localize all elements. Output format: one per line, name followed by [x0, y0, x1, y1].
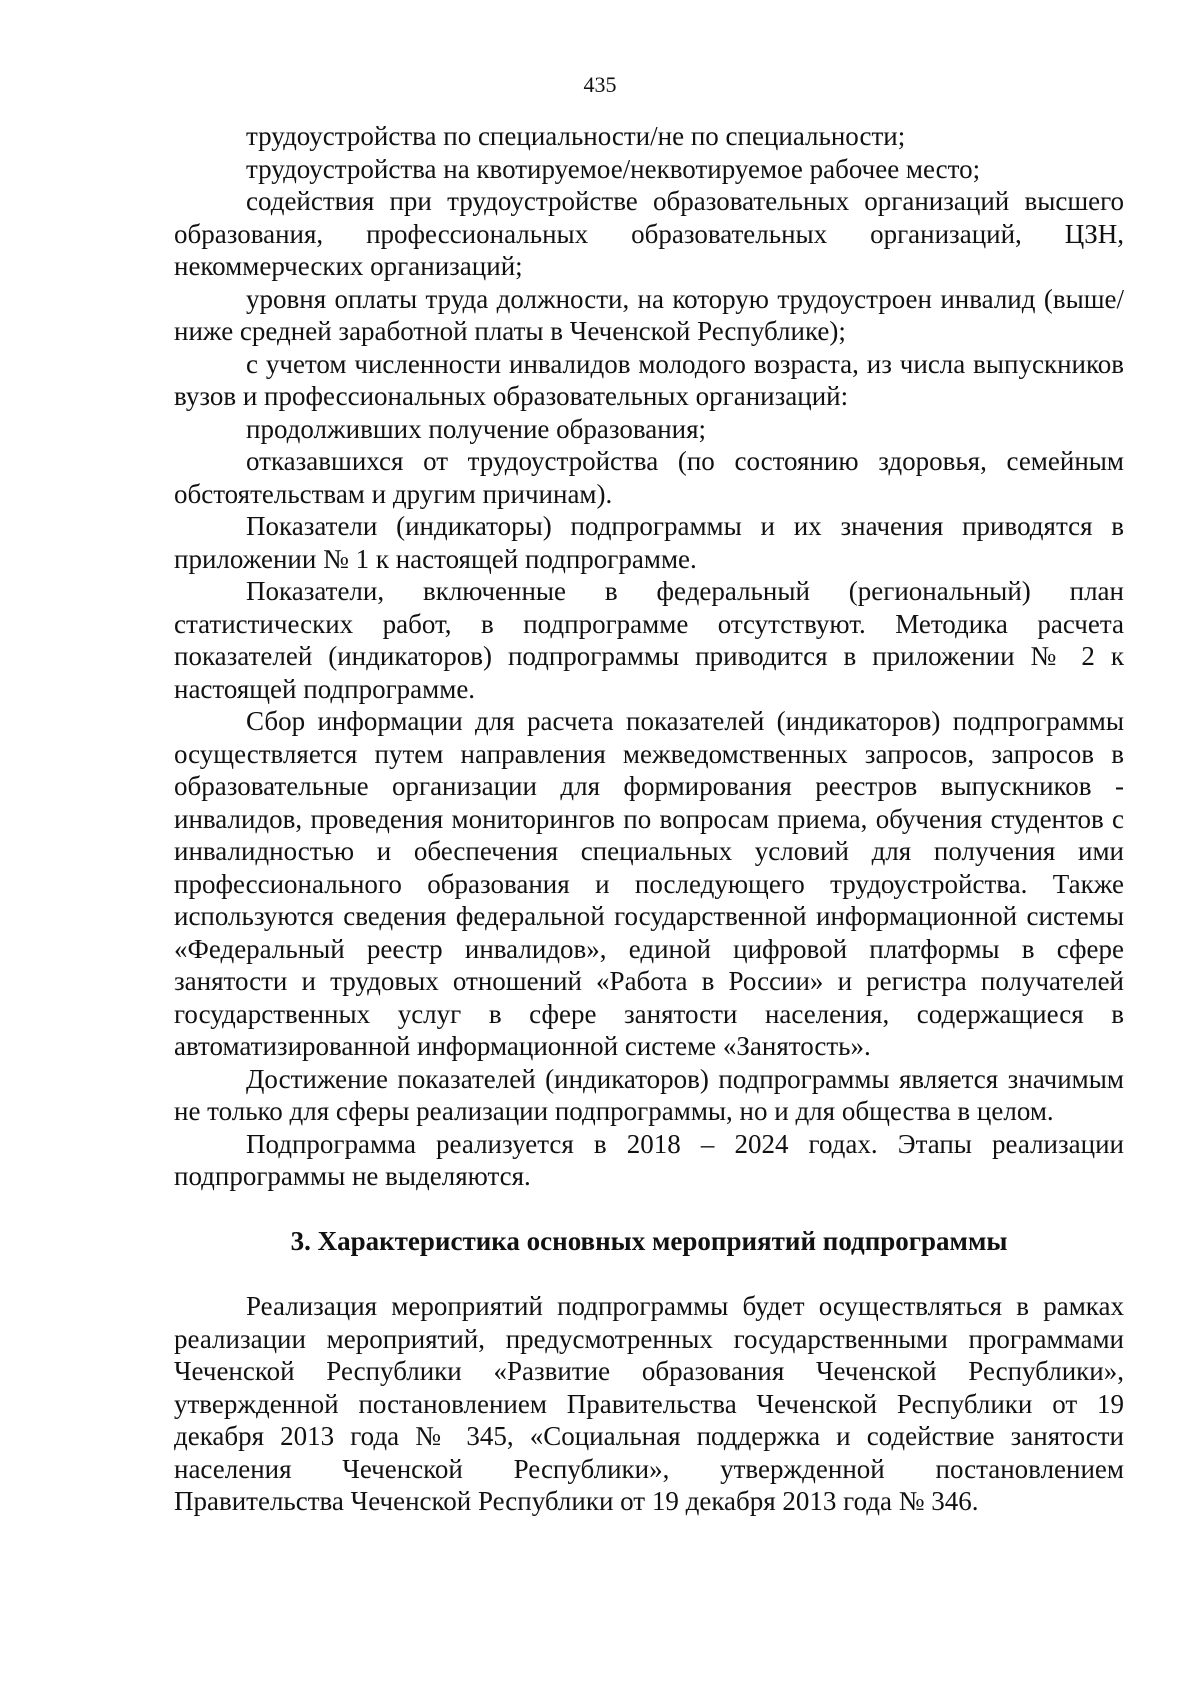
- paragraph: Достижение показателей (индикаторов) подпрограммы является значимым не только для сферы реализации подпрограммы, но и для общества в целом.: [174, 1063, 1124, 1126]
- paragraph: содействия при трудоустройстве образовательных организаций высшего образования, профессиональных образовательных организаций, ЦЗН, некоммерческих организаций;: [174, 186, 1124, 281]
- paragraph: Сбор информации для расчета показателей (индикаторов) подпрограммы осуществляется путем направления межведомственных запросов, запросов в образовательные организации для формирования реестров выпускников - инвалидов, проведения мониторингов по вопросам приема, обучения студентов с инвалидностью и обеспечения специальных условий для получения ими профессионального образования и последующего трудоустройства. Также используются сведения федеральной государственной информационной системы «Федеральный реестр инвалидов», единой цифровой платформы в сфере занятости и трудовых отношений «Работа в России» и регистра получателей государственных услуг в сфере занятости населения, содержащиеся в автоматизированной информационной системе «Занятость».: [174, 706, 1124, 1061]
- paragraph: отказавшихся от трудоустройства (по состоянию здоровья, семейным обстоятельствам и другим причинам).: [174, 446, 1124, 509]
- document-body: [174, 120, 1124, 1518]
- spacer: [174, 1193, 1124, 1226]
- spacer: [174, 1258, 1124, 1291]
- paragraph: трудоустройства по специальности/не по специальности;: [246, 121, 906, 151]
- paragraph: с учетом численности инвалидов молодого возраста, из числа выпускников вузов и профессиональных образовательных организаций:: [174, 348, 1124, 411]
- paragraph: Подпрограмма реализуется в 2018 – 2024 годах. Этапы реализации подпрограммы не выделяются.: [174, 1128, 1124, 1191]
- paragraph: продолживших получение образования;: [246, 413, 707, 444]
- paragraph: Реализация мероприятий подпрограммы будет осуществляться в рамках реализации мероприятий, предусмотренных государственными программами Чеченской Республики «Развитие образования Чеченской Республики», утвержденной постановлением Правительства Чеченской Республики от 19 декабря 2013 года № 345, «Социальная поддержка и содействие занятости населения Чеченской Республики», утвержденной постановлением Правительства Чеченской Республики от 19 декабря 2013 года № 346.: [174, 1291, 1124, 1516]
- paragraph: Показатели, включенные в федеральный (региональный) план статистических работ, в подпрограмме отсутствуют. Методика расчета показателей (индикаторов) подпрограммы приводится в приложении № 2 к настоящей подпрограмме.: [174, 576, 1124, 704]
- paragraph: Показатели (индикаторы) подпрограммы и их значения приводятся в приложении № 1 к настоящей подпрограмме.: [174, 511, 1124, 574]
- page-number: 435: [583, 72, 617, 97]
- paragraph: трудоустройства на квотируемое/неквотируемое рабочее место;: [246, 153, 981, 184]
- section-heading: 3. Характеристика основных мероприятий подпрограммы: [290, 1226, 1008, 1256]
- paragraph: уровня оплаты труда должности, на которую трудоустроен инвалид (выше/ниже средней заработной платы в Чеченской Республике);: [174, 283, 1124, 346]
